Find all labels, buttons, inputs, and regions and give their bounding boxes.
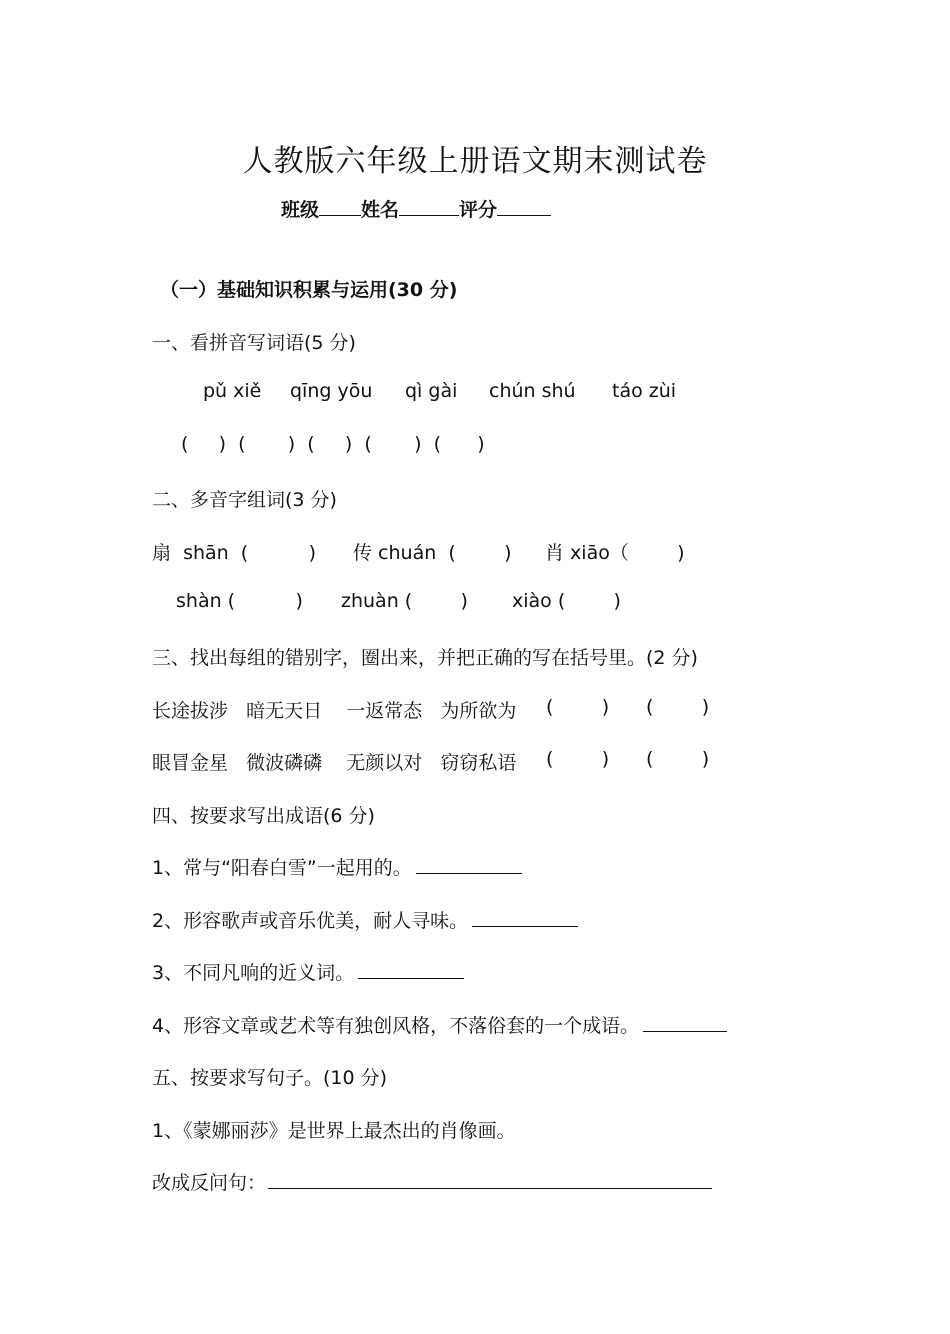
q3-row2-paren-2[interactable]: ( ) — [646, 748, 710, 770]
name-blank[interactable] — [399, 197, 459, 216]
pinyin-3: qì gài — [405, 380, 458, 402]
q5-rewrite — [152, 1168, 712, 1195]
q5-heading: 五、按要求写句子。(10 分) — [152, 1067, 388, 1089]
q4-item-3 — [152, 958, 464, 985]
q4-item-1-blank[interactable] — [416, 855, 522, 874]
score-blank[interactable] — [497, 197, 551, 216]
class-label: 班级 — [281, 199, 320, 221]
q4-item-1-text: 1、常与“阳春白雪”一起用的。 — [152, 857, 412, 879]
q2-row2-item3: xiào ( ) — [512, 590, 621, 612]
q2-row1-item1: 扇 shān ( ) — [152, 542, 317, 564]
q4-item-2-text: 2、形容歌声或音乐优美，耐人寻味。 — [152, 910, 469, 932]
q4-item-4-blank[interactable] — [643, 1013, 727, 1032]
q2-row1-item2: 传 chuán ( ) — [353, 542, 512, 564]
q4-item-4 — [152, 1011, 727, 1038]
q3-row1-paren-2[interactable]: ( ) — [646, 696, 710, 718]
score-label: 评分 — [459, 199, 498, 221]
q2-row1-item3: 肖 xiāo（ ) — [545, 542, 685, 564]
q2-row2-item2: zhuàn ( ) — [341, 590, 468, 612]
q2-heading: 二、多音字组词(3 分) — [152, 489, 337, 511]
student-info — [281, 195, 551, 222]
q3-row2: 眼冒金星 微波磷磷 无颜以对 窃窃私语 — [152, 752, 517, 774]
q2-row2-item1: shàn ( ) — [176, 590, 303, 612]
class-blank[interactable] — [319, 197, 361, 216]
q3-row2-paren-1[interactable]: ( ) — [546, 748, 610, 770]
page-title: 人教版六年级上册语文期末测试卷 — [242, 144, 708, 179]
q4-item-3-text: 3、不同凡响的近义词。 — [152, 962, 355, 984]
q4-item-4-text: 4、形容文章或艺术等有独创风格，不落俗套的一个成语。 — [152, 1015, 640, 1037]
q4-item-2-blank[interactable] — [472, 908, 578, 927]
pinyin-4: chún shú — [489, 380, 576, 402]
q5-item-1: 1、《蒙娜丽莎》是世界上最杰出的肖像画。 — [152, 1120, 516, 1142]
q1-answer-row[interactable]: ( ) ( ) ( ) ( ) ( ) — [181, 433, 485, 455]
q5-rewrite-label: 改成反问句： — [152, 1172, 267, 1194]
q5-rewrite-blank[interactable] — [268, 1170, 712, 1189]
pinyin-2: qīng yōu — [290, 380, 373, 402]
pinyin-5: táo zùi — [612, 380, 677, 402]
q3-row1: 长途拔涉 暗无天日 一返常态 为所欲为 — [152, 700, 517, 722]
name-label: 姓名 — [361, 199, 400, 221]
q3-heading: 三、找出每组的错别字，圈出来，并把正确的写在括号里。(2 分) — [152, 647, 698, 669]
q4-item-2 — [152, 906, 578, 933]
q4-item-3-blank[interactable] — [358, 960, 464, 979]
q1-heading: 一、看拼音写词语(5 分) — [152, 332, 356, 354]
section-heading: （一）基础知识积累与运用(30 分) — [160, 279, 458, 301]
pinyin-1: pǔ xiě — [203, 380, 262, 402]
q4-item-1 — [152, 853, 522, 880]
q3-row1-paren-1[interactable]: ( ) — [546, 696, 610, 718]
q4-heading: 四、按要求写出成语(6 分) — [152, 805, 375, 827]
